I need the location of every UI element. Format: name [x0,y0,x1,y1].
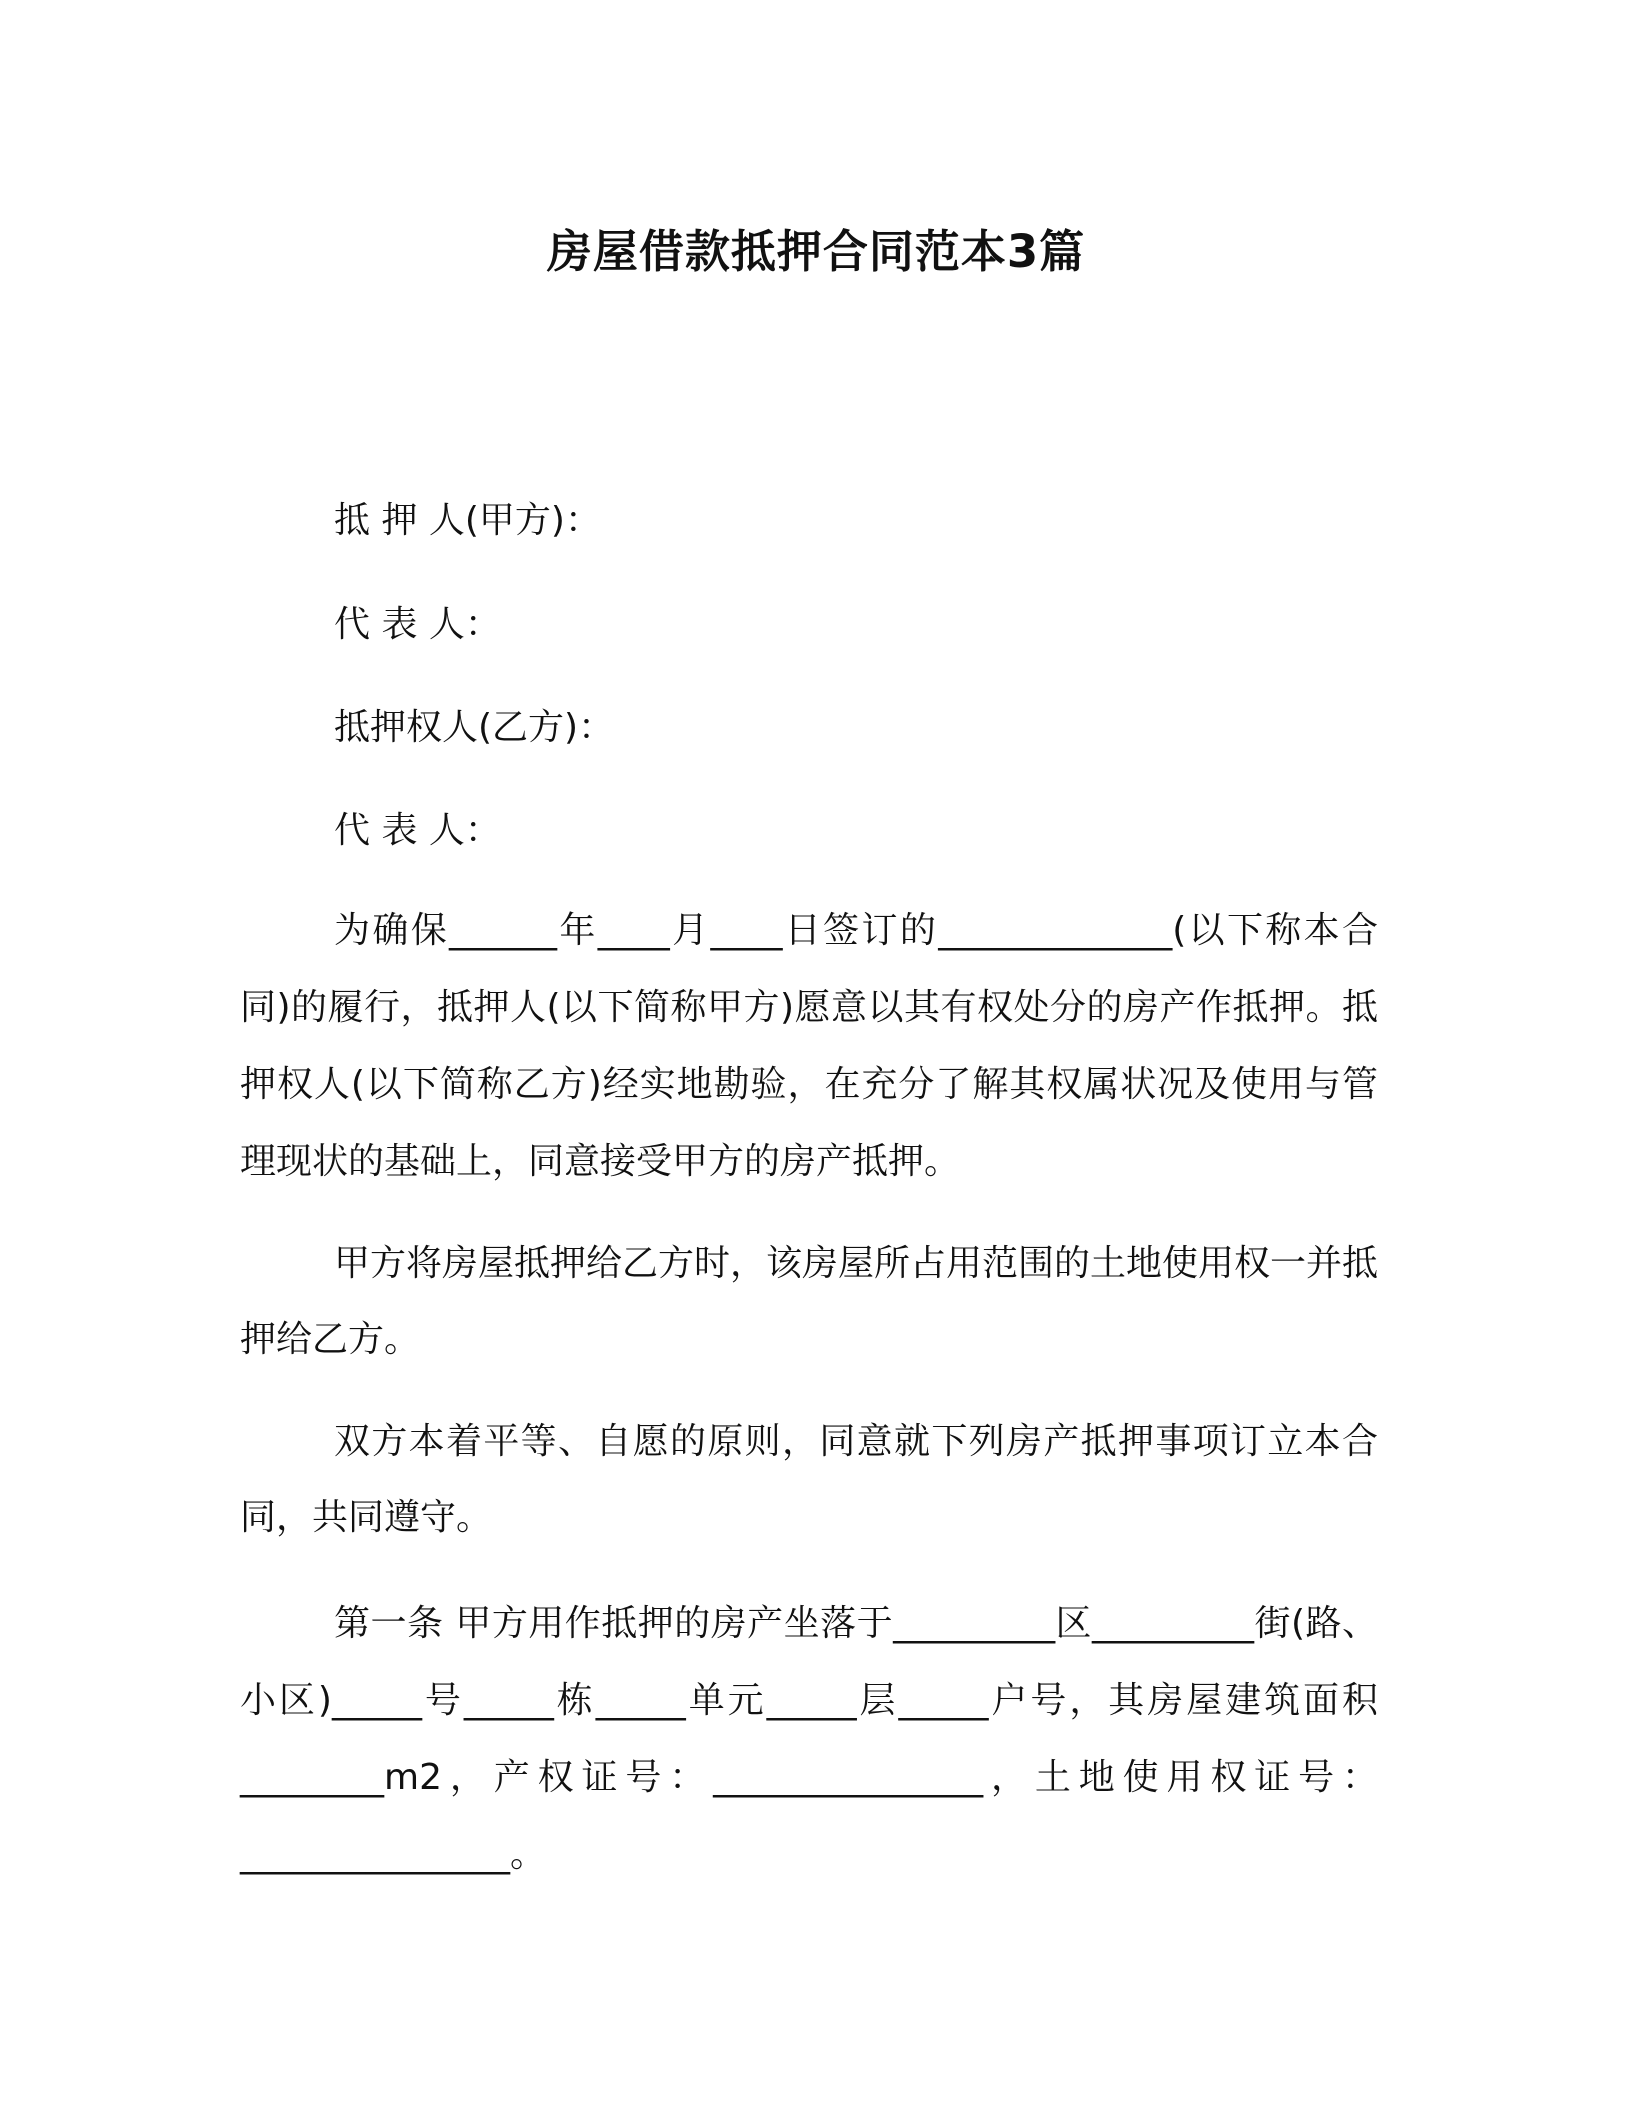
document-title: 房屋借款抵押合同范本3篇 [546,225,1086,278]
mortgagee-label: 抵押权人(乙方)： [334,707,615,748]
mortgagee-representative-label: 代 表 人： [334,810,501,851]
mortgagor-representative-label: 代 表 人： [334,604,501,645]
paragraph-article-one: 第一条 甲方用作抵押的房产坐落于_________区_________街(路、小区)_____号_____栋_____单元_____层_____户号，其房屋建筑面积________m2，产权证号：_______________，土地使用权证号：_______________。 [240,1603,1378,1875]
mortgagor-label: 抵 押 人(甲方)： [334,500,601,541]
paragraph-land-use-right: 甲方将房屋抵押给乙方时，该房屋所占用范围的土地使用权一并抵押给乙方。 [240,1243,1379,1360]
paragraph-principle: 双方本着平等、自愿的原则，同意就下列房产抵押事项订立本合同，共同遵守。 [240,1421,1378,1538]
paragraph-purpose: 为确保______年____月____日签订的_____________(以下称本合同)的履行，抵押人(以下简称甲方)愿意以其有权处分的房产作抵押。抵押权人(以下简称乙方)经实地勘验，在充分了解其权属状况及使用与管理现状的基础上，同意接受甲方的房产抵押。 [240,910,1378,1182]
